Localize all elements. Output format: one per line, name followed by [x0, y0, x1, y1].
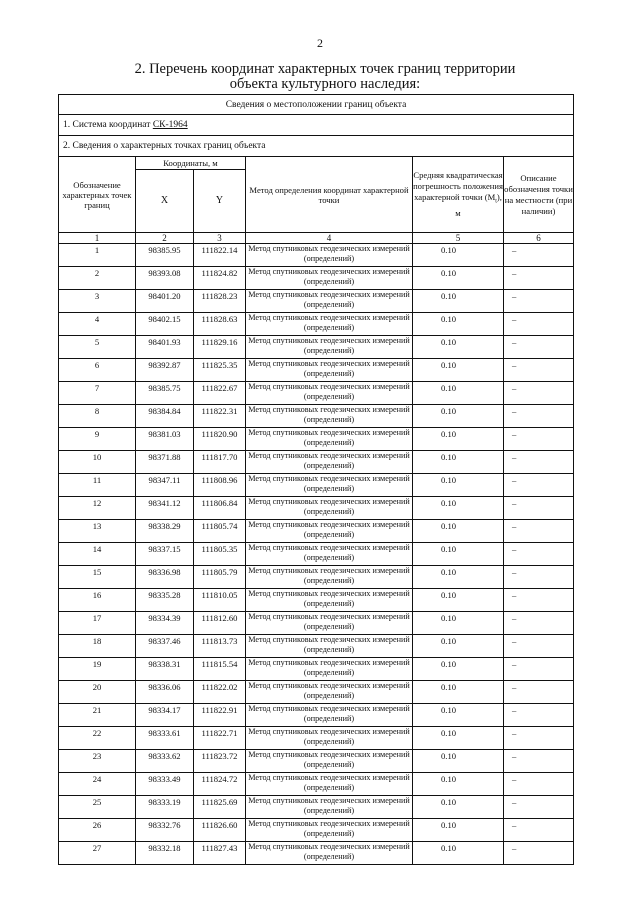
y-cell: 111806.84 [194, 497, 246, 520]
description-cell: – [504, 497, 574, 520]
y-cell: 111824.72 [194, 773, 246, 796]
y-cell: 111822.31 [194, 405, 246, 428]
document-heading [80, 62, 570, 92]
y-cell: 111812.60 [194, 612, 246, 635]
description-cell: – [504, 520, 574, 543]
table-row [59, 842, 574, 865]
point-cell: 22 [59, 727, 136, 750]
column-number: 1 [59, 233, 136, 244]
point-cell: 23 [59, 750, 136, 773]
method-cell: Метод спутниковых геодезических измерений (определений) [246, 474, 413, 497]
point-cell: 8 [59, 405, 136, 428]
y-cell: 111824.82 [194, 267, 246, 290]
table-row [59, 290, 574, 313]
x-cell: 98334.39 [136, 612, 194, 635]
y-cell: 111820.90 [194, 428, 246, 451]
table-row [59, 382, 574, 405]
table-row [59, 405, 574, 428]
x-cell: 98401.93 [136, 336, 194, 359]
table-row [59, 635, 574, 658]
y-cell: 111825.69 [194, 796, 246, 819]
description-cell: – [504, 796, 574, 819]
x-cell: 98334.17 [136, 704, 194, 727]
column-number: 3 [194, 233, 246, 244]
table-row [59, 497, 574, 520]
column-number: 6 [504, 233, 574, 244]
point-cell: 18 [59, 635, 136, 658]
point-cell: 25 [59, 796, 136, 819]
method-cell: Метод спутниковых геодезических измерений (определений) [246, 635, 413, 658]
method-cell: Метод спутниковых геодезических измерений (определений) [246, 750, 413, 773]
error-cell: 0.10 [413, 428, 504, 451]
method-cell: Метод спутниковых геодезических измерений (определений) [246, 336, 413, 359]
point-cell: 6 [59, 359, 136, 382]
description-cell: – [504, 336, 574, 359]
section-title: Сведения о местоположении границ объекта [59, 95, 574, 115]
method-cell: Метод спутниковых геодезических измерений (определений) [246, 543, 413, 566]
method-cell: Метод спутниковых геодезических измерений (определений) [246, 727, 413, 750]
point-cell: 17 [59, 612, 136, 635]
point-cell: 26 [59, 819, 136, 842]
error-cell: 0.10 [413, 819, 504, 842]
point-cell: 16 [59, 589, 136, 612]
description-cell: – [504, 589, 574, 612]
table-row [59, 313, 574, 336]
point-cell: 20 [59, 681, 136, 704]
y-cell: 111829.16 [194, 336, 246, 359]
y-cell: 111815.54 [194, 658, 246, 681]
header-description: Описание обозначения точки на местности (при наличии) [504, 157, 574, 233]
x-cell: 98371.88 [136, 451, 194, 474]
y-cell: 111817.70 [194, 451, 246, 474]
description-cell: – [504, 313, 574, 336]
y-cell: 111805.35 [194, 543, 246, 566]
description-cell: – [504, 359, 574, 382]
table-row [59, 474, 574, 497]
error-cell: 0.10 [413, 336, 504, 359]
table-row [59, 520, 574, 543]
description-cell: – [504, 566, 574, 589]
error-cell: 0.10 [413, 497, 504, 520]
y-cell: 111822.71 [194, 727, 246, 750]
points-section-title: 2. Сведения о характерных точках границ объекта [59, 136, 574, 157]
table-row [59, 589, 574, 612]
y-cell: 111805.74 [194, 520, 246, 543]
point-cell: 2 [59, 267, 136, 290]
error-cell: 0.10 [413, 773, 504, 796]
error-cell: 0.10 [413, 842, 504, 865]
description-cell: – [504, 451, 574, 474]
error-cell: 0.10 [413, 543, 504, 566]
y-cell: 111825.35 [194, 359, 246, 382]
error-cell: 0.10 [413, 244, 504, 267]
table-row [59, 428, 574, 451]
method-cell: Метод спутниковых геодезических измерений (определений) [246, 796, 413, 819]
description-cell: – [504, 842, 574, 865]
method-cell: Метод спутниковых геодезических измерений (определений) [246, 382, 413, 405]
error-cell: 0.10 [413, 704, 504, 727]
error-cell: 0.10 [413, 612, 504, 635]
description-cell: – [504, 543, 574, 566]
x-cell: 98337.46 [136, 635, 194, 658]
x-cell: 98333.61 [136, 727, 194, 750]
error-cell: 0.10 [413, 267, 504, 290]
description-cell: – [504, 612, 574, 635]
description-cell: – [504, 681, 574, 704]
point-cell: 14 [59, 543, 136, 566]
error-cell: 0.10 [413, 681, 504, 704]
coordinates-table [58, 94, 574, 865]
column-number: 2 [136, 233, 194, 244]
method-cell: Метод спутниковых геодезических измерений (определений) [246, 842, 413, 865]
method-cell: Метод спутниковых геодезических измерений (определений) [246, 704, 413, 727]
error-cell: 0.10 [413, 520, 504, 543]
method-cell: Метод спутниковых геодезических измерений (определений) [246, 313, 413, 336]
table-row [59, 267, 574, 290]
y-cell: 111808.96 [194, 474, 246, 497]
heading-line-1: 2. Перечень координат характерных точек границ территории [134, 61, 516, 77]
error-cell: 0.10 [413, 474, 504, 497]
y-cell: 111828.63 [194, 313, 246, 336]
description-cell: – [504, 405, 574, 428]
method-cell: Метод спутниковых геодезических измерений (определений) [246, 428, 413, 451]
coord-system-label: 1. Система координат [63, 120, 153, 130]
column-number: 4 [246, 233, 413, 244]
error-cell: 0.10 [413, 796, 504, 819]
point-cell: 5 [59, 336, 136, 359]
y-cell: 111822.02 [194, 681, 246, 704]
method-cell: Метод спутниковых геодезических измерений (определений) [246, 658, 413, 681]
x-cell: 98384.84 [136, 405, 194, 428]
column-number: 5 [413, 233, 504, 244]
x-cell: 98338.31 [136, 658, 194, 681]
method-cell: Метод спутниковых геодезических измерений (определений) [246, 359, 413, 382]
table-row [59, 681, 574, 704]
header-error: Средняя квадратическая погрешность положения характерной точки $(M_t)$, м [413, 157, 504, 233]
point-cell: 19 [59, 658, 136, 681]
coordinates-table-body [59, 95, 574, 865]
table-row [59, 244, 574, 267]
header-y: Y [194, 170, 246, 233]
x-cell: 98332.76 [136, 819, 194, 842]
y-cell: 111823.72 [194, 750, 246, 773]
method-cell: Метод спутниковых геодезических измерений (определений) [246, 566, 413, 589]
method-cell: Метод спутниковых геодезических измерений (определений) [246, 681, 413, 704]
method-cell: Метод спутниковых геодезических измерений (определений) [246, 773, 413, 796]
error-cell: 0.10 [413, 313, 504, 336]
header-x: X [136, 170, 194, 233]
x-cell: 98393.08 [136, 267, 194, 290]
y-cell: 111827.43 [194, 842, 246, 865]
y-cell: 111822.67 [194, 382, 246, 405]
header-method: Метод определения координат характерной точки [246, 157, 413, 233]
description-cell: – [504, 382, 574, 405]
column-numbers-row [59, 233, 574, 244]
table-row [59, 773, 574, 796]
description-cell: – [504, 658, 574, 681]
description-cell: – [504, 635, 574, 658]
table-row [59, 704, 574, 727]
error-cell: 0.10 [413, 382, 504, 405]
point-cell: 24 [59, 773, 136, 796]
point-cell: 9 [59, 428, 136, 451]
table-row [59, 658, 574, 681]
point-cell: 27 [59, 842, 136, 865]
point-cell: 12 [59, 497, 136, 520]
heading-line-2: объекта культурного наследия: [229, 76, 421, 92]
x-cell: 98347.11 [136, 474, 194, 497]
method-cell: Метод спутниковых геодезических измерений (определений) [246, 405, 413, 428]
method-cell: Метод спутниковых геодезических измерений (определений) [246, 819, 413, 842]
description-cell: – [504, 290, 574, 313]
y-cell: 111822.91 [194, 704, 246, 727]
error-cell: 0.10 [413, 727, 504, 750]
header-point: Обозначение характерных точек границ [59, 157, 136, 233]
method-cell: Метод спутниковых геодезических измерений (определений) [246, 290, 413, 313]
error-cell: 0.10 [413, 451, 504, 474]
point-cell: 4 [59, 313, 136, 336]
x-cell: 98333.62 [136, 750, 194, 773]
y-cell: 111813.73 [194, 635, 246, 658]
table-row [59, 336, 574, 359]
description-cell: – [504, 474, 574, 497]
description-cell: – [504, 727, 574, 750]
description-cell: – [504, 267, 574, 290]
description-cell: – [504, 704, 574, 727]
x-cell: 98337.15 [136, 543, 194, 566]
point-cell: 7 [59, 382, 136, 405]
coord-system-row [59, 115, 574, 136]
x-cell: 98385.95 [136, 244, 194, 267]
description-cell: – [504, 428, 574, 451]
x-cell: 98335.28 [136, 589, 194, 612]
coord-system-value: СК-1964 [152, 120, 188, 130]
table-row [59, 727, 574, 750]
point-cell: 13 [59, 520, 136, 543]
method-cell: Метод спутниковых геодезических измерений (определений) [246, 267, 413, 290]
y-cell: 111805.79 [194, 566, 246, 589]
table-row [59, 543, 574, 566]
method-cell: Метод спутниковых геодезических измерений (определений) [246, 497, 413, 520]
x-cell: 98402.15 [136, 313, 194, 336]
description-cell: – [504, 750, 574, 773]
error-cell: 0.10 [413, 589, 504, 612]
table-row [59, 750, 574, 773]
table-row [59, 359, 574, 382]
y-cell: 111826.60 [194, 819, 246, 842]
x-cell: 98341.12 [136, 497, 194, 520]
point-cell: 21 [59, 704, 136, 727]
point-cell: 15 [59, 566, 136, 589]
x-cell: 98336.06 [136, 681, 194, 704]
y-cell: 111828.23 [194, 290, 246, 313]
x-cell: 98336.98 [136, 566, 194, 589]
x-cell: 98332.18 [136, 842, 194, 865]
error-cell: 0.10 [413, 405, 504, 428]
y-cell: 111810.05 [194, 589, 246, 612]
point-cell: 11 [59, 474, 136, 497]
description-cell: – [504, 244, 574, 267]
error-cell: 0.10 [413, 290, 504, 313]
x-cell: 98381.03 [136, 428, 194, 451]
error-cell: 0.10 [413, 566, 504, 589]
table-row [59, 612, 574, 635]
method-cell: Метод спутниковых геодезических измерений (определений) [246, 589, 413, 612]
x-cell: 98338.29 [136, 520, 194, 543]
point-cell: 1 [59, 244, 136, 267]
method-cell: Метод спутниковых геодезических измерений (определений) [246, 451, 413, 474]
method-cell: Метод спутниковых геодезических измерений (определений) [246, 520, 413, 543]
error-cell: 0.10 [413, 750, 504, 773]
y-cell: 111822.14 [194, 244, 246, 267]
page-number: 2 [317, 36, 323, 50]
table-row [59, 796, 574, 819]
x-cell: 98333.19 [136, 796, 194, 819]
error-cell: 0.10 [413, 658, 504, 681]
method-cell: Метод спутниковых геодезических измерений (определений) [246, 612, 413, 635]
point-cell: 10 [59, 451, 136, 474]
header-coords: Координаты, м [136, 157, 246, 170]
x-cell: 98385.75 [136, 382, 194, 405]
error-cell: 0.10 [413, 359, 504, 382]
table-row [59, 566, 574, 589]
method-cell: Метод спутниковых геодезических измерений (определений) [246, 244, 413, 267]
description-cell: – [504, 773, 574, 796]
point-cell: 3 [59, 290, 136, 313]
x-cell: 98401.20 [136, 290, 194, 313]
x-cell: 98333.49 [136, 773, 194, 796]
description-cell: – [504, 819, 574, 842]
table-row [59, 451, 574, 474]
x-cell: 98392.87 [136, 359, 194, 382]
table-row [59, 819, 574, 842]
error-cell: 0.10 [413, 635, 504, 658]
